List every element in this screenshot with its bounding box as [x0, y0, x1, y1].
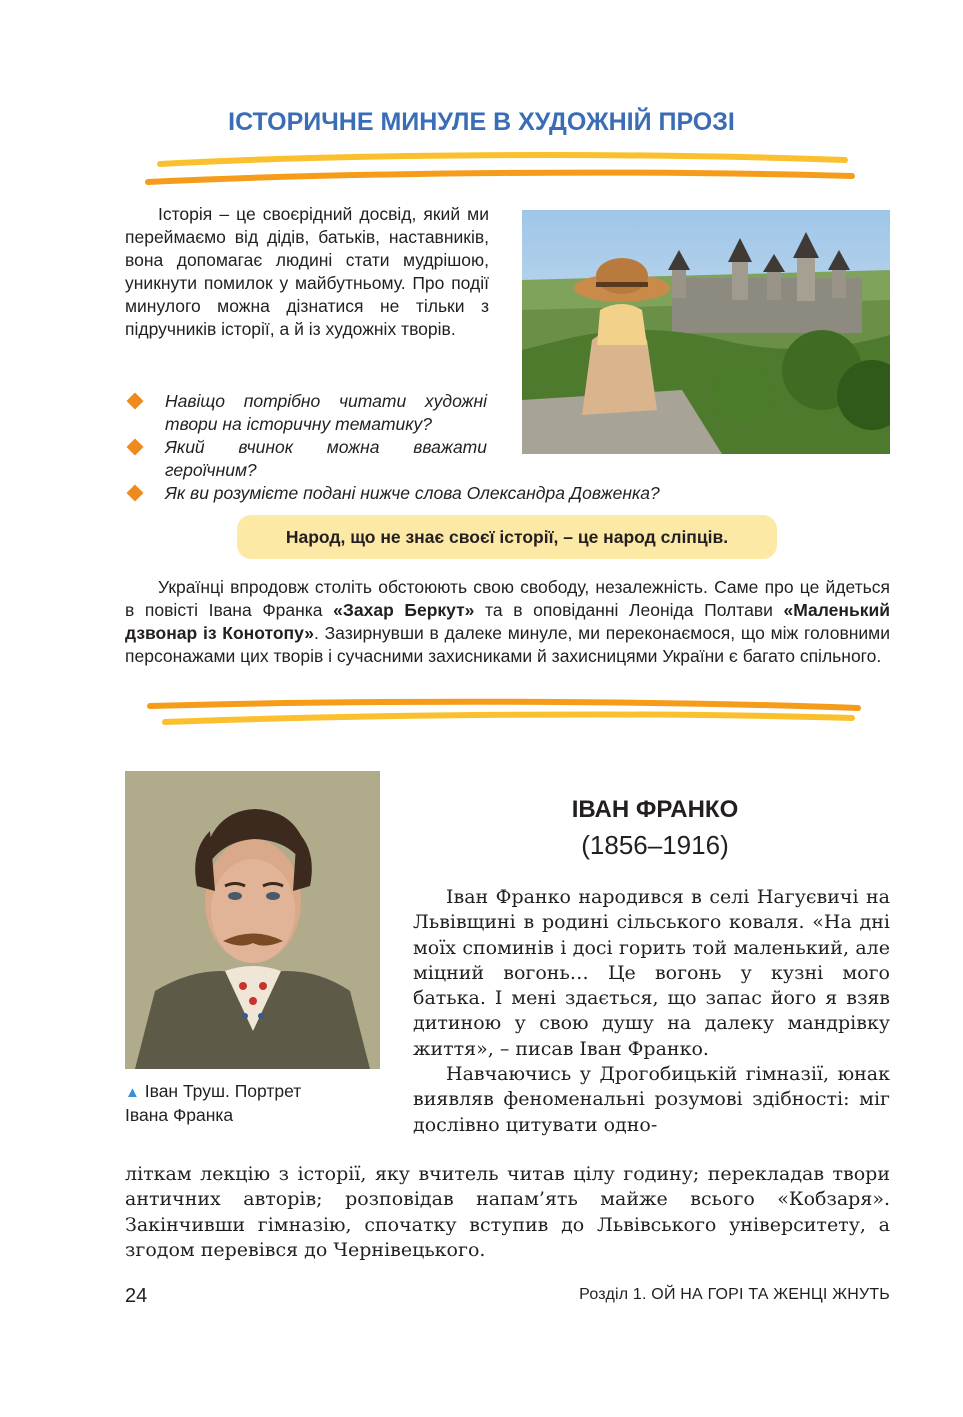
quote-box: Народ, що не знає своєї історії, – це народ сліпців.	[237, 515, 777, 559]
brush-stroke-top	[140, 152, 860, 188]
intro-paragraph	[125, 203, 489, 341]
triangle-caption-icon: ▲	[125, 1084, 140, 1101]
author-years: (1856–1916)	[581, 830, 729, 860]
section-title: ІСТОРИЧНЕ МИНУЛЕ В ХУДОЖНІЙ ПРОЗІ	[228, 108, 735, 136]
bio-paragraph-2-start: Навчаючись у Дрогобицькій гімназії, юнак виявляв феноменальні розумові здібності: міг дослівно цитувати одно-	[413, 1063, 890, 1136]
work-title-zakhar-berkut: «Захар Беркут»	[333, 600, 475, 620]
question-item: Який вчинок можна вважати героїчним?	[125, 436, 487, 482]
diamond-bullet-icon	[127, 393, 144, 410]
diamond-bullet-icon	[127, 485, 144, 502]
question-item: Навіщо потрібно читати художні твори на історичну тематику?	[125, 390, 487, 436]
author-name: ІВАН ФРАНКО	[571, 796, 739, 823]
diamond-bullet-icon	[127, 439, 144, 456]
section-label: Розділ 1. ОЙ НА ГОРІ ТА ЖЕНЦІ ЖНУТЬ	[579, 1286, 890, 1303]
portrait-caption: ▲ Іван Труш. Портрет Івана Франка	[125, 1081, 302, 1125]
page-number: 24	[125, 1285, 148, 1307]
paragraph-works: Українці впродовж століть обстоюють свою свободу, незалежність. Саме про це йдеться в повісті Івана Франка «Захар Беркут» та в оповіданні Леоніда Полтави «Маленький дзвонар із Конотопу». Зазирнувши в далеке минуле, ми переконаємося, що між головними персонажами цих творів і сучасними захисниками й захисницями України є багато спільного.	[125, 577, 891, 666]
franko-portrait	[125, 771, 380, 1069]
questions-list	[125, 390, 765, 505]
question-item: Як ви розумієте подані нижче слова Олександра Довженка?	[125, 482, 765, 505]
brush-stroke-bottom	[140, 698, 865, 728]
bio-paragraph-2-end: літкам лекцію з історії, яку вчитель читав цілу годину; перекладав твори античних авторів; розповідав напам’ять майже всього «Кобзаря». Закінчивши гімназію, спочатку вступив до Львівського університету, а згодом перевівся до Чернівецького.	[125, 1163, 890, 1261]
intro-text: Історія – це своєрідний досвід, який ми переймаємо від дідів, батьків, наставників, вона допомагає людині стати мудрішою, уникнути помилок у майбутньому. Про події минулого можна дізнатися не тільки з підручників історії, а й із художніх творів.	[125, 204, 489, 339]
author-biography-column	[413, 885, 890, 1138]
bio-paragraph-1: Іван Франко народився в селі Нагуєвичі на Львівщині в родині сільського коваля. «На дні моїх споминів і досі горить той маленький, але міцний вогонь… Це вогонь у кузні мого батька. І мені здається, що запас його я взяв дитиною у свою душу на далеку мандрівку життя», – писав Іван Франко.	[413, 886, 890, 1060]
author-biography-full-width	[125, 1162, 890, 1263]
work-title-malenkyi-dzvonar: «Маленький дзвонар із Конотопу»	[125, 600, 891, 643]
